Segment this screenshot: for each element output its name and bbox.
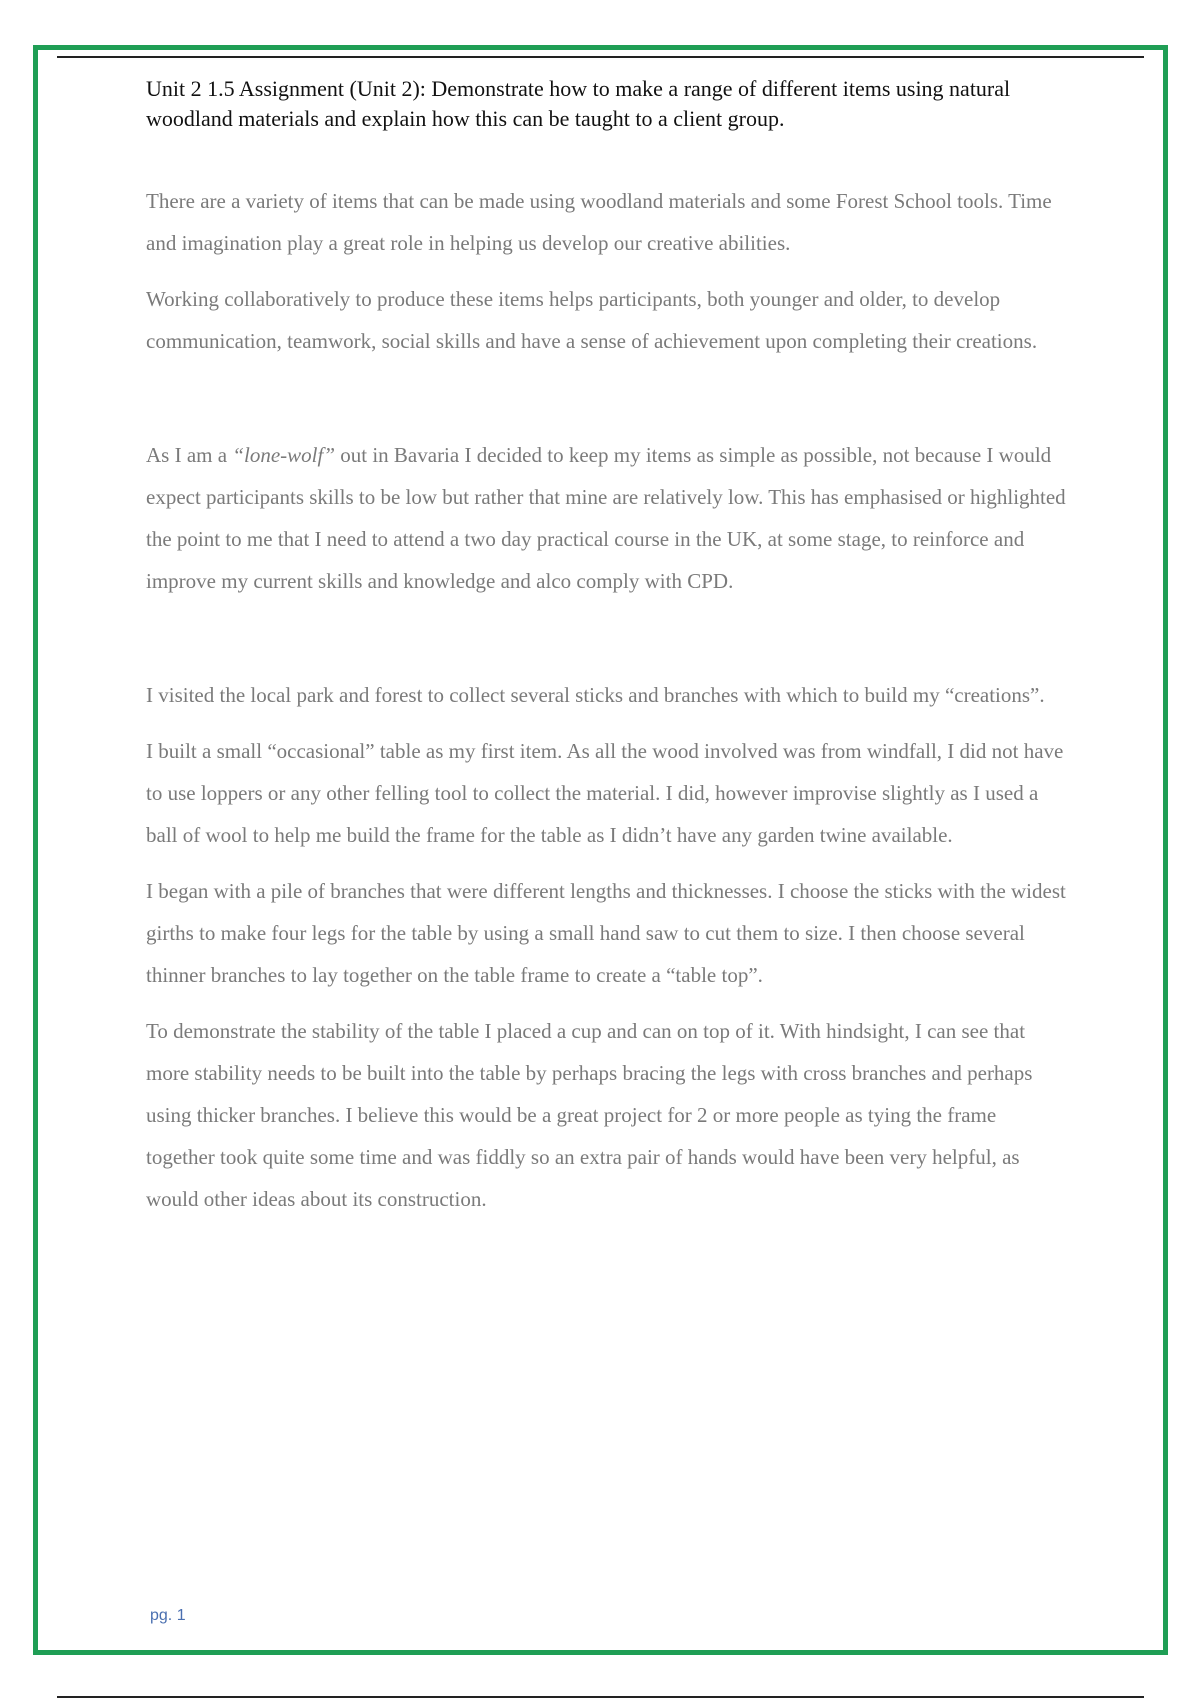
paragraph-collecting: I visited the local park and forest to collect several sticks and branches with which to build my “creations”. <box>146 683 1045 707</box>
paragraph-stability: To demonstrate the stability of the table I placed a cup and can on top of it. With hindsight, I can see that more stability needs to be built into the table by perhaps bracing the legs with cross branches and perhaps using thicker branches. I believe this would be a great project for 2 or more people as tying the frame together took quite some time and was fiddly so an extra pair of hands would have been very helpful, as would other ideas about its construction. <box>146 1019 1033 1211</box>
paragraph-collaboration: Working collaboratively to produce these items helps participants, both younger and older, to develop communication, teamwork, social skills and have a sense of achievement upon completing their creations. <box>146 287 1038 353</box>
page-number: pg. 1 <box>150 1607 186 1624</box>
paragraph-lone-wolf-start: As I am a <box>146 443 233 467</box>
lone-wolf-emphasis: “lone-wolf” <box>232 443 335 467</box>
paragraph-branches: I began with a pile of branches that were different lengths and thicknesses. I choose the sticks with the widest girths to make four legs for the table by using a small hand saw to cut them to size. I then choose several thinner branches to lay together on the table frame to create a “table top”. <box>146 879 1066 987</box>
document-body <box>146 74 1066 1234</box>
paragraph-lone-wolf-rest: out in Bavaria I decided to keep my items as simple as possible, not because I would expect participants skills to be low but rather that mine are relatively low. This has emphasised or highlighted the point to me that I need to attend a two day practical course in the UK, at some stage, to reinforce and improve my current skills and knowledge and alco comply with CPD. <box>146 443 1066 593</box>
paragraph-lone-wolf <box>146 434 1066 602</box>
paragraph-intro: There are a variety of items that can be made using woodland materials and some Forest School tools. Time and imagination play a great role in helping us develop our creative abilities. <box>146 189 1052 255</box>
paragraph-table-build: I built a small “occasional” table as my first item. As all the wood involved was from windfall, I did not have to use loppers or any other felling tool to collect the material. I did, however improvise slightly as I used a ball of wool to help me build the frame for the table as I didn’t have any garden twine available. <box>146 739 1064 847</box>
assignment-heading: Unit 2 1.5 Assignment (Unit 2): Demonstrate how to make a range of different items using natural woodland materials and explain how this can be taught to a client group. <box>146 76 1011 131</box>
top-rule <box>57 56 1144 58</box>
bottom-rule <box>57 1696 1144 1698</box>
